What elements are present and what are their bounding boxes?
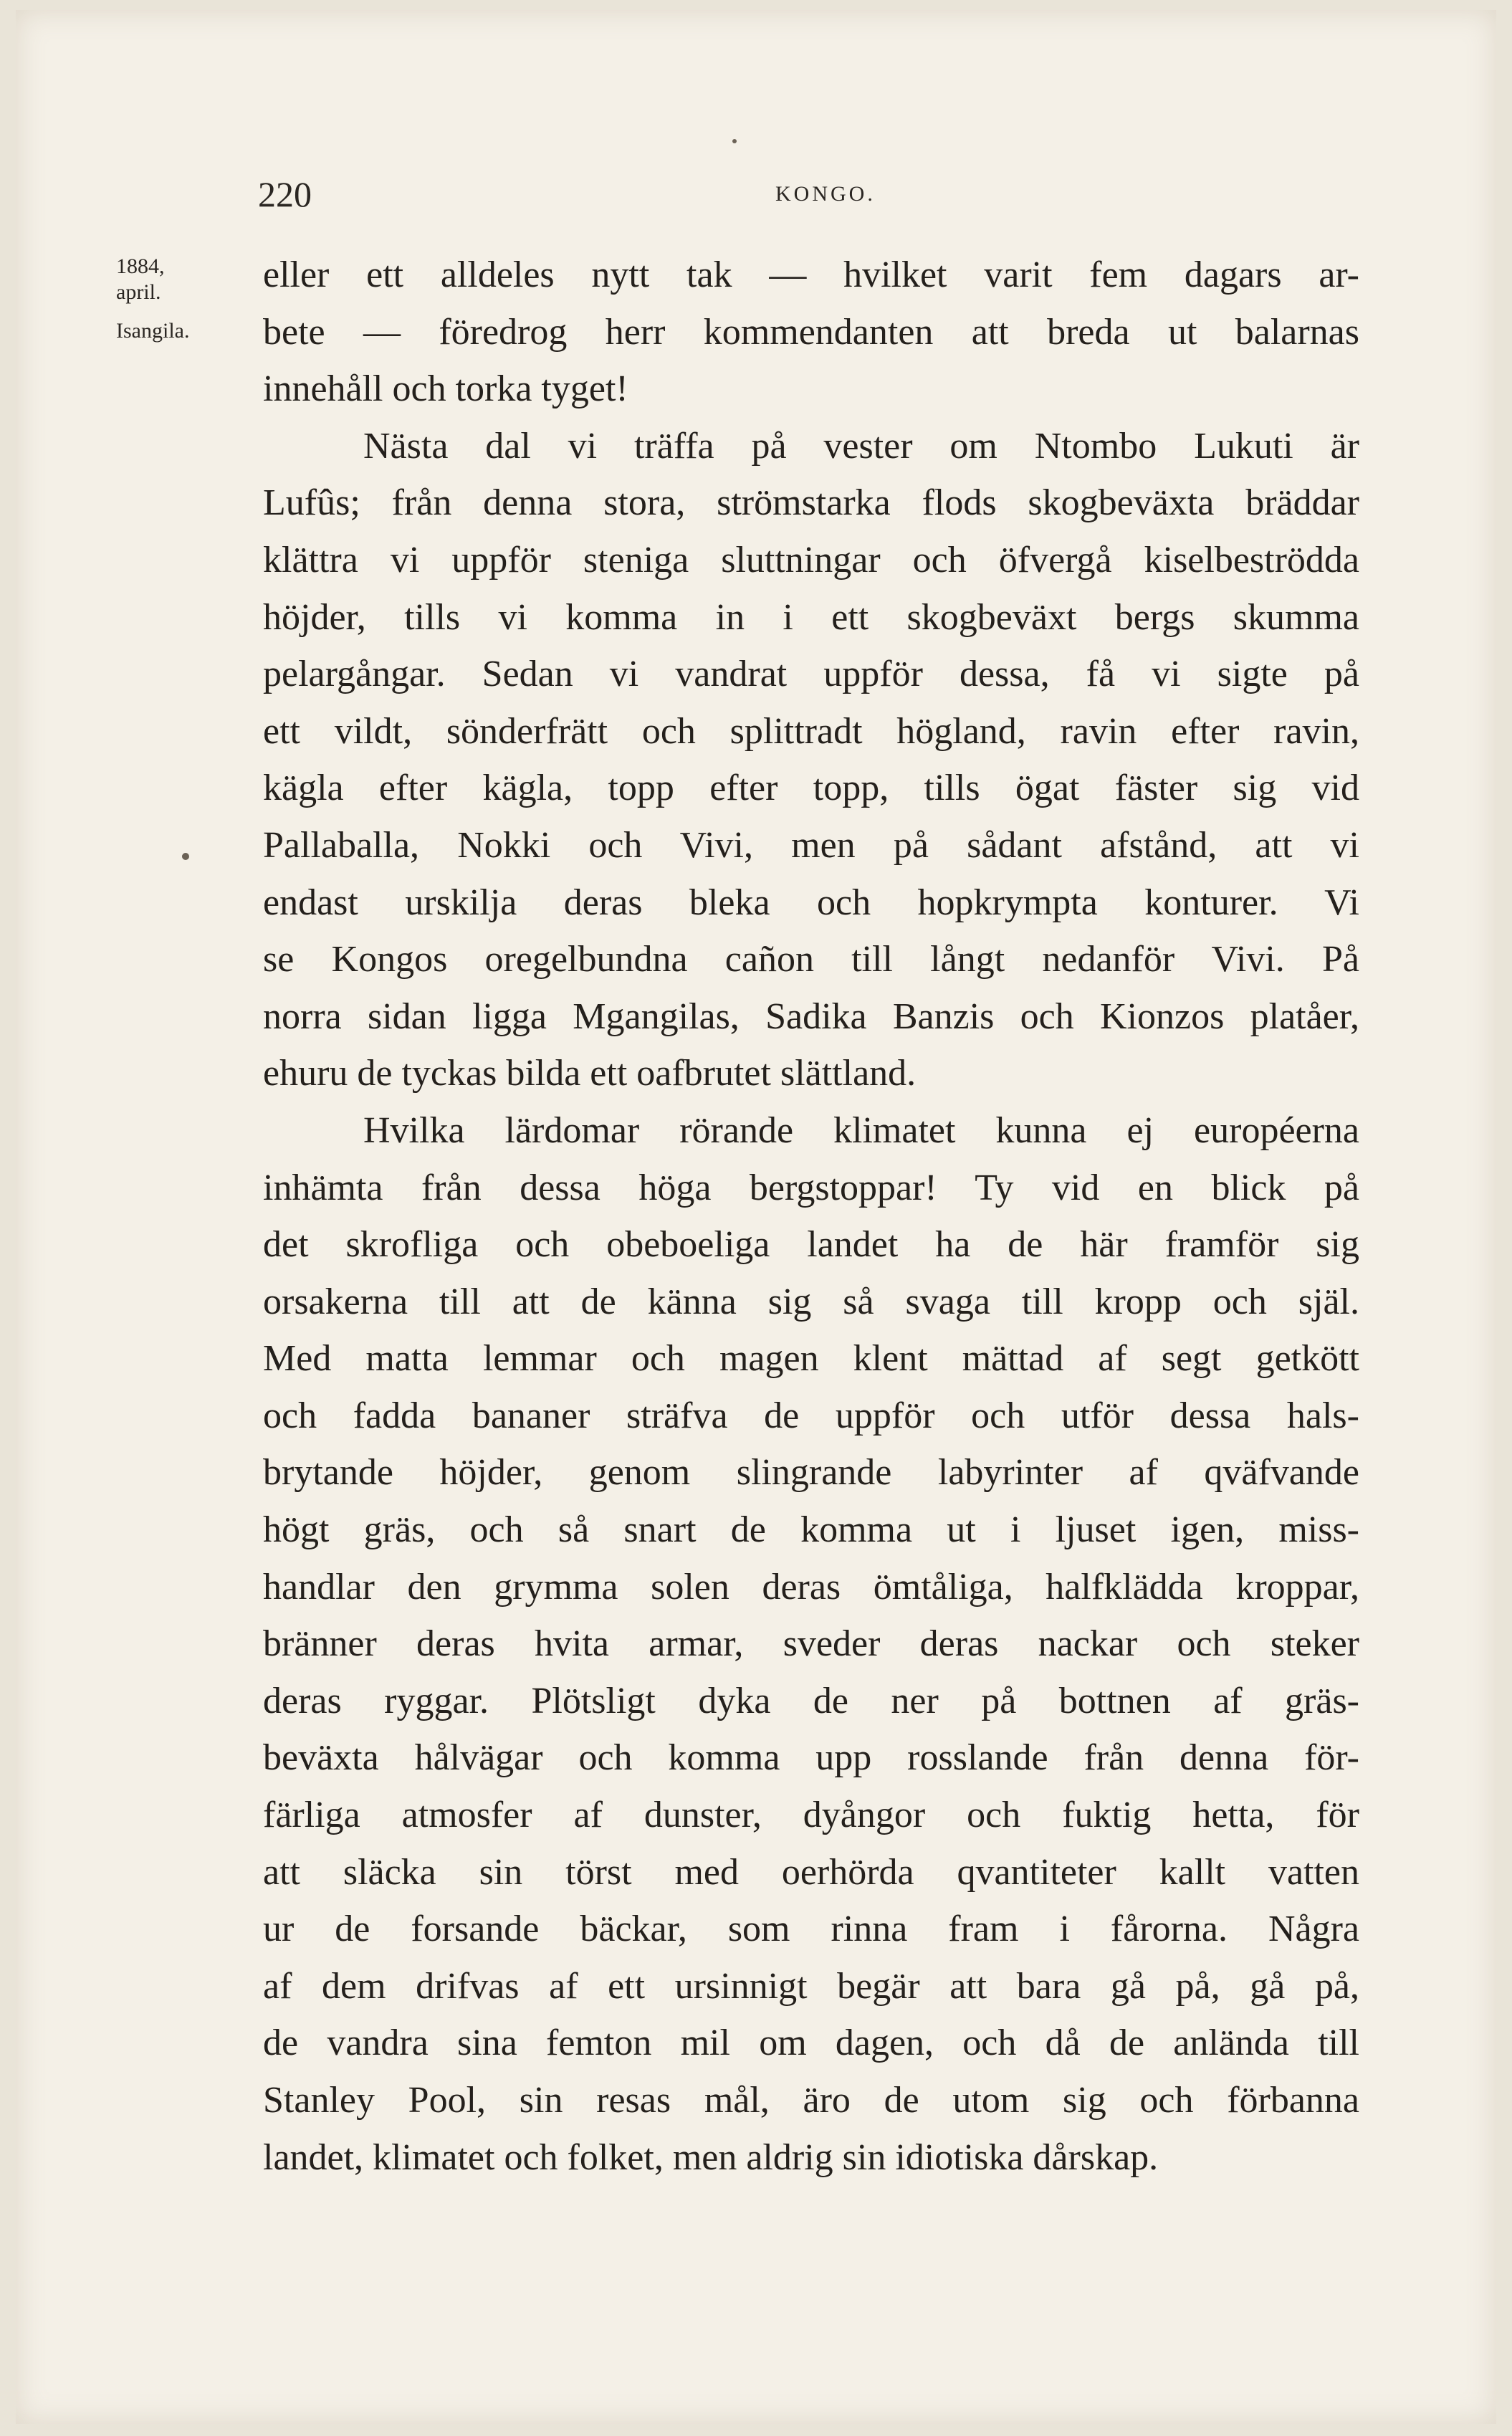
text-line: kägla efter kägla, topp efter topp, tills ögat fäster sig vid bbox=[263, 768, 1359, 809]
text-line: att släcka sin törst med oerhörda qvantiteter kallt vatten bbox=[263, 1851, 1359, 1893]
text-line: Hvilka lärdomar rörande klimatet kunna ej européerna bbox=[363, 1109, 1359, 1151]
text-line: inhämta från dessa höga bergstoppar! Ty vid en blick på bbox=[263, 1167, 1359, 1208]
text-line: Med matta lemmar och magen klent mättad af segt getkött bbox=[263, 1338, 1359, 1380]
text-line: ehuru de tyckas bilda ett oafbrutet slättland. bbox=[263, 1053, 917, 1094]
text-line: ett vildt, sönderfrätt och splittradt högland, ravin efter ravin, bbox=[263, 710, 1359, 752]
text-line: höjder, tills vi komma in i ett skogbeväxt bergs skumma bbox=[263, 596, 1359, 638]
text-line: Pallaballa, Nokki och Vivi, men på sådant afstånd, att vi bbox=[263, 824, 1359, 866]
body-text bbox=[263, 247, 1359, 2186]
text-line: Stanley Pool, sin resas mål, äro de utom sig och förbanna bbox=[263, 2080, 1359, 2121]
page-number: 220 bbox=[258, 174, 312, 214]
margin-note-year: 1884, bbox=[116, 254, 165, 278]
paper-speck bbox=[732, 139, 737, 143]
text-line: af dem drifvas af ett ursinnigt begär att bara gå på, gå på, bbox=[263, 1965, 1359, 2007]
text-line: innehåll och torka tyget! bbox=[263, 368, 628, 410]
text-line: Nästa dal vi träffa på vester om Ntombo Lukuti är bbox=[363, 425, 1359, 467]
text-line: Lufûs; från denna stora, strömstarka flods skogbeväxta bräddar bbox=[263, 482, 1359, 524]
paper-speck bbox=[182, 853, 189, 860]
text-line: färliga atmosfer af dunster, dyångor och fuktig hetta, för bbox=[263, 1795, 1359, 1836]
text-line: orsakerna till att de känna sig så svaga till kropp och själ. bbox=[263, 1281, 1359, 1322]
page-header bbox=[16, 173, 1496, 224]
text-line: klättra vi uppför steniga sluttningar och öfvergå kiselbeströdda bbox=[263, 539, 1359, 581]
text-line: det skrofliga och obeboeliga landet ha de här framför sig bbox=[263, 1224, 1359, 1266]
text-line: ur de forsande bäckar, som rinna fram i fårorna. Några bbox=[263, 1909, 1359, 1950]
text-line: de vandra sina femton mil om dagen, och då de anlända till bbox=[263, 2022, 1359, 2064]
margin-note-place: Isangila. bbox=[116, 319, 190, 343]
running-head: KONGO. bbox=[775, 182, 876, 206]
text-line: pelargångar. Sedan vi vandrat uppför dessa, få vi sigte på bbox=[263, 654, 1359, 695]
text-line: se Kongos oregelbundna cañon till långt nedanför Vivi. På bbox=[263, 939, 1359, 980]
text-line: beväxta hålvägar och komma upp rosslande från denna för- bbox=[263, 1737, 1359, 1779]
text-line: högt gräs, och så snart de komma ut i ljuset igen, miss- bbox=[263, 1509, 1359, 1551]
text-line: bränner deras hvita armar, sveder deras nackar och steker bbox=[263, 1623, 1359, 1665]
text-line: endast urskilja deras bleka och hopkrympta konturer. Vi bbox=[263, 882, 1359, 923]
text-line: brytande höjder, genom slingrande labyrinter af qväfvande bbox=[263, 1452, 1359, 1494]
margin-notes bbox=[116, 254, 245, 344]
book-page bbox=[16, 10, 1496, 2424]
text-line: handlar den grymma solen deras ömtåliga, halfklädda kroppar, bbox=[263, 1566, 1359, 1608]
text-line: norra sidan ligga Mgangilas, Sadika Banzis och Kionzos platåer, bbox=[263, 995, 1359, 1037]
text-line: eller ett alldeles nytt tak — hvilket varit fem dagars ar- bbox=[263, 254, 1359, 295]
text-line: deras ryggar. Plötsligt dyka de ner på bottnen af gräs- bbox=[263, 1680, 1359, 1721]
margin-note-month: april. bbox=[116, 280, 161, 304]
text-line: landet, klimatet och folket, men aldrig sin idiotiska dårskap. bbox=[263, 2136, 1159, 2178]
text-line: bete — föredrog herr kommendanten att breda ut balarnas bbox=[263, 311, 1359, 353]
text-line: och fadda bananer sträfva de uppför och utför dessa hals- bbox=[263, 1395, 1359, 1436]
